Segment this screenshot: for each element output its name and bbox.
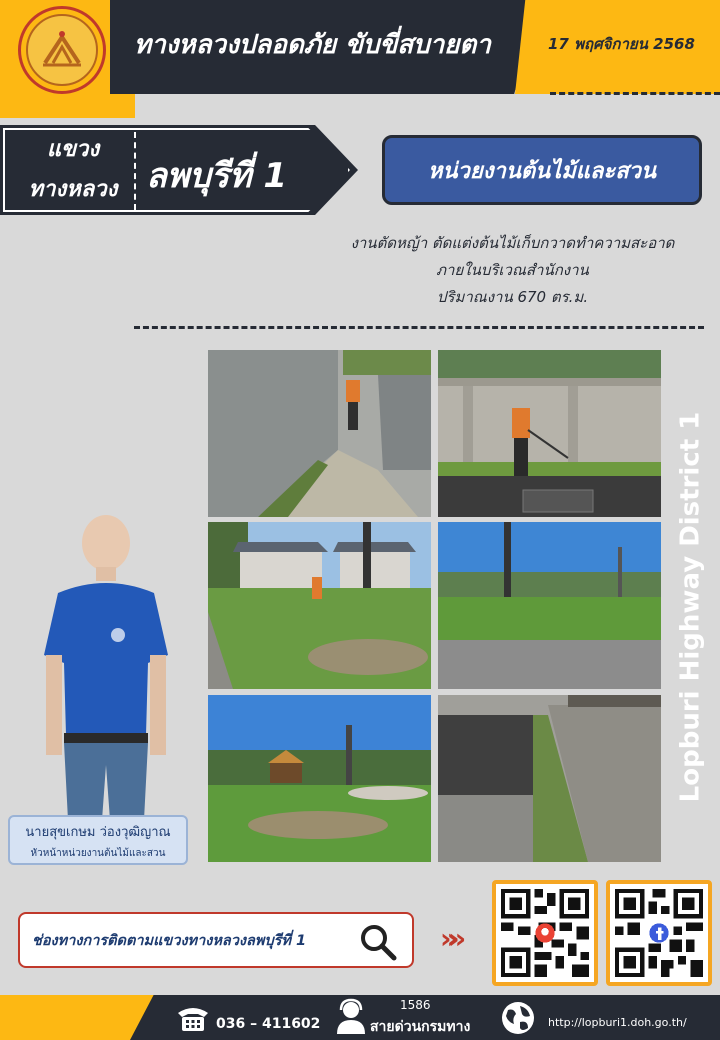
photo-field-pavilion bbox=[208, 695, 431, 862]
follow-channels-text: ช่องทางการติดตามแขวงทางหลวงลพบุรีที่ 1 bbox=[32, 932, 307, 949]
photo-wall-corridor bbox=[438, 695, 661, 862]
description-line3: ปริมาณงาน 670 ตร.ม. bbox=[436, 288, 589, 306]
telephone-icon bbox=[176, 1003, 210, 1033]
footer-hotline-label: สายด่วนกรมทาง bbox=[370, 1019, 471, 1035]
page-title: ทางหลวงปลอดภัย ขับขี่สบายตา bbox=[134, 30, 491, 60]
photo-worker-wall bbox=[438, 350, 661, 517]
work-photo-6 bbox=[438, 695, 661, 862]
road-emblem-icon bbox=[37, 25, 87, 75]
side-district-label bbox=[668, 404, 712, 809]
header-divider bbox=[550, 92, 720, 95]
description-line1: งานตัดหญ้า ตัดแต่งต้นไม้เก็บกวาดทำความสะอาด bbox=[350, 234, 675, 252]
department-logo bbox=[18, 6, 106, 94]
footer-hotline-number: 1586 bbox=[400, 998, 431, 1012]
qr-code-facebook[interactable] bbox=[606, 880, 712, 986]
work-description bbox=[320, 230, 705, 311]
work-photo-4 bbox=[438, 522, 661, 689]
photo-open-field bbox=[438, 522, 661, 689]
photo-wall-path bbox=[208, 350, 431, 517]
footer-phone[interactable]: 036 – 411602 bbox=[216, 1016, 321, 1032]
side-district-text: Lopburi Highway District 1 bbox=[675, 411, 705, 802]
globe-icon bbox=[500, 1000, 536, 1036]
qr-code-map[interactable] bbox=[492, 880, 598, 986]
person-position: หัวหน้าหน่วยงานต้นไม้และสวน bbox=[30, 848, 166, 859]
person-photo bbox=[36, 515, 176, 820]
call-center-icon bbox=[334, 998, 368, 1036]
district-label-line2: ทางหลวง bbox=[28, 177, 118, 202]
logo-emblem bbox=[26, 14, 98, 86]
work-photo-1 bbox=[208, 350, 431, 517]
unit-badge: หน่วยงานต้นไม้และสวน bbox=[382, 135, 702, 205]
district-separator bbox=[134, 132, 136, 210]
district-name: ลพบุรีที่ 1 bbox=[146, 156, 287, 196]
description-divider bbox=[134, 326, 704, 329]
footer-website[interactable]: http://lopburi1.doh.go.th/ bbox=[548, 1016, 687, 1029]
person-figure bbox=[36, 515, 176, 820]
person-caption bbox=[8, 815, 188, 865]
photo-buildings-lawn bbox=[208, 522, 431, 689]
work-photo-3 bbox=[208, 522, 431, 689]
description-line2: ภายในบริเวณสำนักงาน bbox=[436, 261, 589, 279]
chevron-right-icon: »» bbox=[440, 922, 457, 955]
search-icon bbox=[358, 922, 398, 962]
person-name: นายสุขเกษม ว่องวุฒิญาณ bbox=[25, 825, 171, 840]
district-label-line1: แขวง bbox=[46, 137, 100, 162]
report-date: 17 พฤศจิกายน 2568 bbox=[548, 35, 695, 53]
qr-map-icon bbox=[501, 889, 589, 977]
work-photo-5 bbox=[208, 695, 431, 862]
district-label bbox=[14, 130, 132, 210]
follow-channels-bar[interactable] bbox=[18, 912, 414, 968]
work-photo-2 bbox=[438, 350, 661, 517]
qr-facebook-icon bbox=[615, 889, 703, 977]
